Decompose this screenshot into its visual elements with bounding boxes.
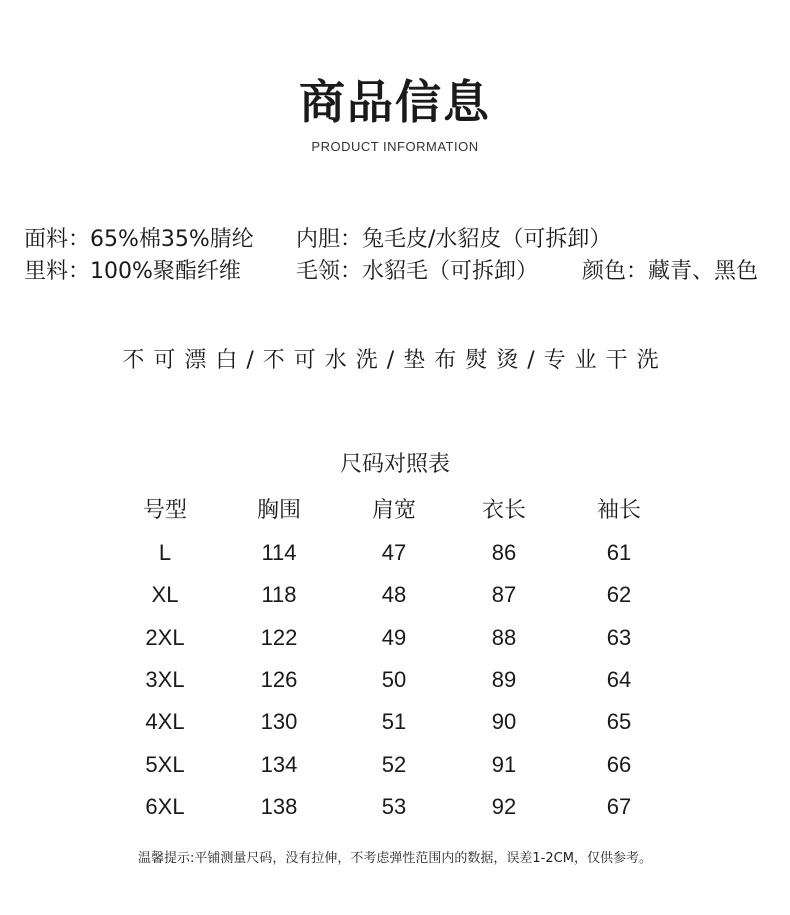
- table-row: [0, 701, 790, 743]
- page-title: 商品信息: [299, 75, 491, 129]
- measurement-note: 温馨提示:平铺测量尺码，没有拉伸，不考虑弹性范围内的数据，误差1-2CM，仅供参考。: [138, 851, 652, 866]
- cell-shoulder: 52: [381, 752, 407, 777]
- cell-length: 90: [491, 709, 517, 734]
- cell-size: 5XL: [145, 752, 185, 777]
- color-info: 颜色：藏青、黑色: [582, 259, 759, 284]
- lining-info: 内胆：兔毛皮/水貂皮（可拆卸）: [296, 227, 612, 252]
- table-row: [0, 659, 790, 701]
- size-chart-header-row: [0, 490, 790, 532]
- cell-chest: 130: [260, 709, 298, 734]
- fabric-info: 面料：65%棉35%腈纶: [24, 227, 254, 252]
- table-row: [0, 786, 790, 828]
- header-sleeve: 袖长: [596, 498, 641, 523]
- inner-lining-info: 里料：100%聚酯纤维: [24, 259, 241, 284]
- cell-sleeve: 63: [606, 625, 632, 650]
- table-row: [0, 744, 790, 786]
- table-row: [0, 574, 790, 616]
- cell-length: 92: [491, 794, 517, 819]
- collar-info: 毛领：水貂毛（可拆卸）: [296, 259, 539, 284]
- header-size: 号型: [142, 498, 187, 523]
- cell-size: 2XL: [145, 625, 185, 650]
- cell-size: 4XL: [145, 709, 185, 734]
- page-subtitle: PRODUCT INFORMATION: [311, 139, 479, 154]
- care-instructions: 不可漂白/不可水洗/垫布熨烫/专业干洗: [122, 348, 668, 373]
- header-length: 衣长: [481, 498, 526, 523]
- cell-sleeve: 62: [606, 582, 632, 607]
- cell-sleeve: 67: [606, 794, 632, 819]
- cell-shoulder: 49: [381, 625, 407, 650]
- cell-sleeve: 65: [606, 709, 632, 734]
- cell-length: 91: [491, 752, 517, 777]
- cell-sleeve: 66: [606, 752, 632, 777]
- cell-size: 6XL: [145, 794, 185, 819]
- cell-shoulder: 47: [381, 540, 407, 565]
- table-row: [0, 617, 790, 659]
- cell-shoulder: 51: [381, 709, 407, 734]
- cell-sleeve: 64: [606, 667, 632, 692]
- cell-chest: 134: [260, 752, 298, 777]
- cell-chest: 118: [261, 582, 297, 607]
- cell-size: XL: [151, 582, 179, 607]
- cell-size: L: [158, 540, 172, 565]
- size-chart-title: 尺码对照表: [339, 452, 450, 477]
- cell-shoulder: 48: [381, 582, 407, 607]
- cell-shoulder: 53: [381, 794, 407, 819]
- cell-length: 87: [491, 582, 517, 607]
- table-row: [0, 532, 790, 574]
- cell-size: 3XL: [145, 667, 185, 692]
- cell-chest: 138: [260, 794, 298, 819]
- header-shoulder: 肩宽: [371, 498, 416, 523]
- cell-length: 86: [491, 540, 517, 565]
- cell-chest: 122: [260, 625, 298, 650]
- cell-length: 89: [491, 667, 517, 692]
- cell-length: 88: [491, 625, 517, 650]
- cell-sleeve: 61: [606, 540, 632, 565]
- cell-shoulder: 50: [381, 667, 407, 692]
- header-chest: 胸围: [256, 498, 301, 523]
- cell-chest: 126: [260, 667, 298, 692]
- cell-chest: 114: [261, 540, 297, 565]
